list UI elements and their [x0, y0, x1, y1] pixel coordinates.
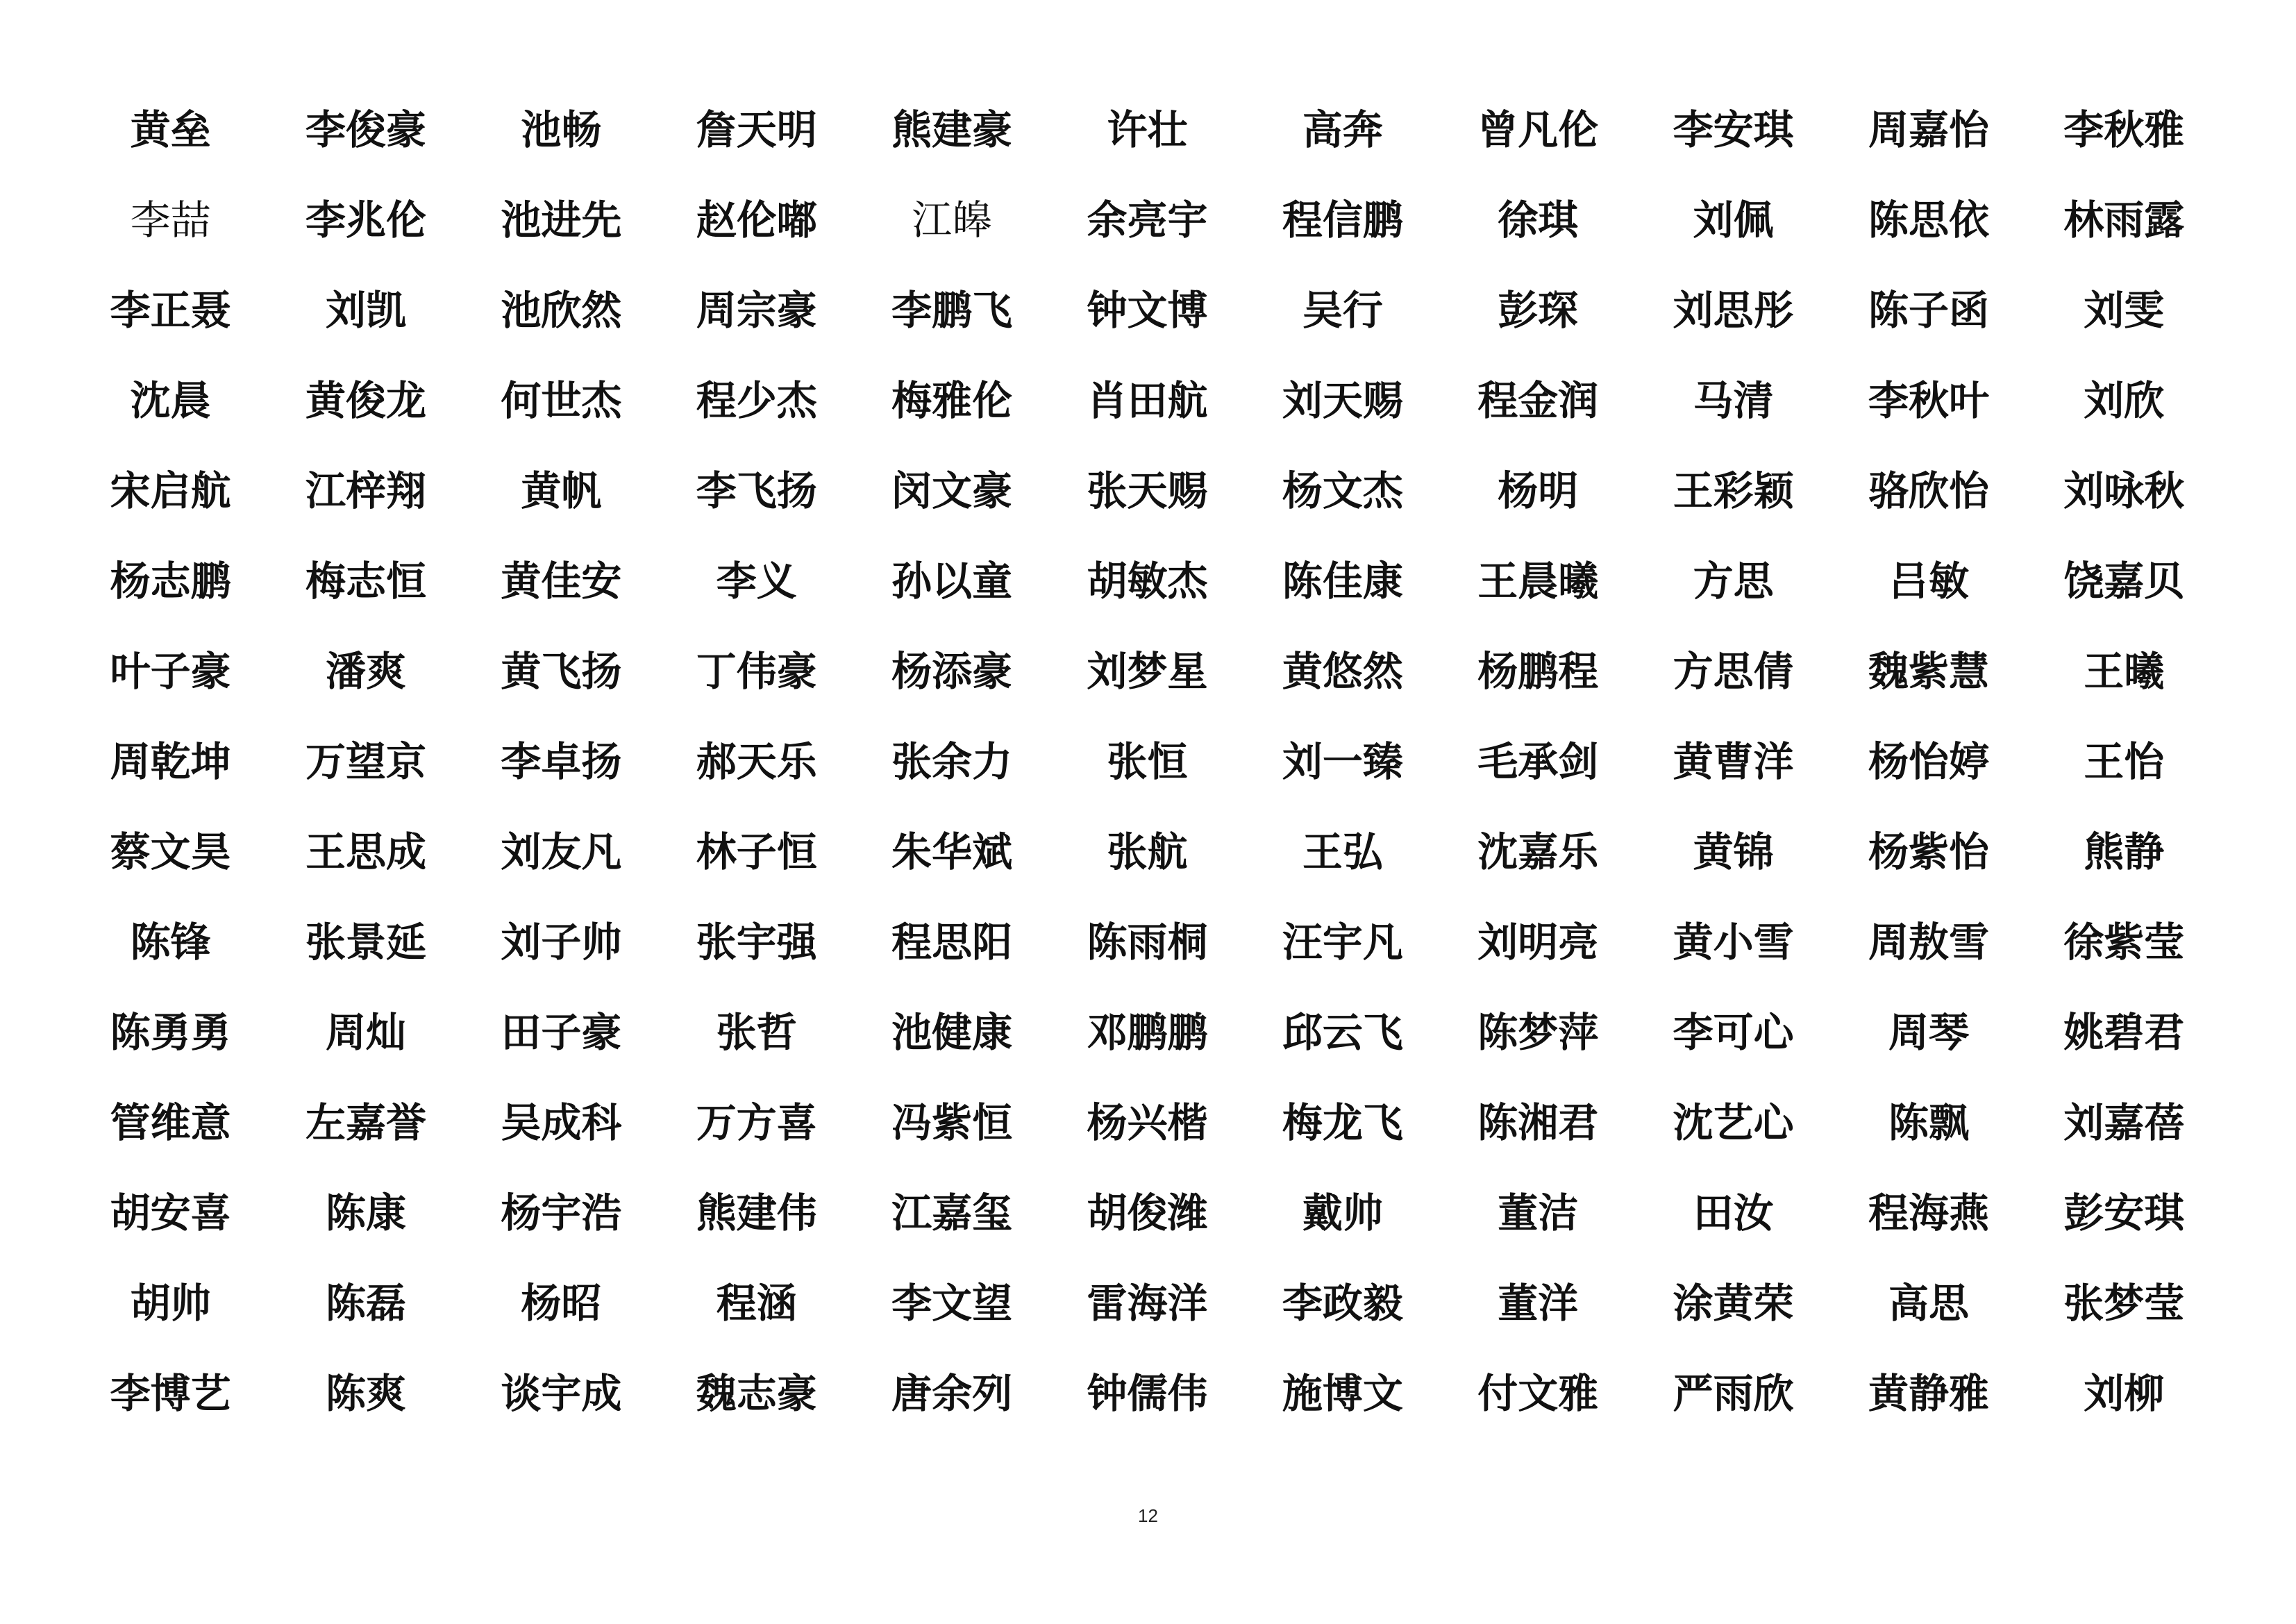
name-cell: 肖田航	[1087, 377, 1208, 424]
name-cell: 刘一臻	[1282, 738, 1403, 785]
name-cell: 梅龙飞	[1282, 1099, 1403, 1146]
name-cell: 张梦莹	[2063, 1280, 2185, 1327]
name-cell: 李正聂	[110, 287, 231, 334]
name-cell: 梅志恒	[305, 558, 427, 605]
name-cell: 陈锋	[130, 919, 211, 966]
name-cell: 刘天赐	[1282, 377, 1403, 424]
name-cell: 方思倩	[1673, 648, 1794, 695]
name-cell: 林子恒	[696, 828, 817, 876]
name-cell: 姚碧君	[2063, 1009, 2185, 1056]
name-cell: 周敖雪	[1868, 919, 1989, 966]
name-cell: 潘爽	[326, 648, 407, 695]
name-cell: 邱云飞	[1282, 1009, 1403, 1056]
name-cell: 董洁	[1498, 1189, 1579, 1237]
name-cell: 熊静	[2084, 828, 2165, 876]
name-cell: 池进先	[501, 196, 622, 244]
name-cell: 池欣然	[501, 287, 622, 334]
name-cell: 许壮	[1107, 106, 1188, 153]
name-cell: 张宇强	[696, 919, 817, 966]
name-cell: 刘嘉蓓	[2063, 1099, 2185, 1146]
name-cell: 王怡	[2084, 738, 2165, 785]
name-cell: 胡安喜	[110, 1189, 231, 1237]
name-cell: 刘梦星	[1087, 648, 1208, 695]
name-cell: 李文望	[891, 1280, 1013, 1327]
name-cell: 雷海洋	[1087, 1280, 1208, 1327]
name-cell: 池畅	[521, 106, 602, 153]
name-cell: 张航	[1107, 828, 1188, 876]
name-cell: 李俊豪	[305, 106, 427, 153]
name-cell: 池健康	[891, 1009, 1013, 1056]
name-cell: 刘友凡	[501, 828, 622, 876]
name-cell: 陈康	[326, 1189, 407, 1237]
name-cell: 钟儒伟	[1087, 1370, 1208, 1417]
name-cell: 林雨露	[2063, 196, 2185, 244]
name-cell: 熊建伟	[696, 1189, 817, 1237]
name-cell: 彭琛	[1498, 287, 1579, 334]
name-cell: 沈嘉乐	[1477, 828, 1599, 876]
name-cell: 梅雅伦	[891, 377, 1013, 424]
name-cell: 江皞	[912, 196, 993, 244]
name-cell: 程思阳	[891, 919, 1013, 966]
name-cell: 杨昭	[521, 1280, 602, 1327]
name-cell: 陈爽	[326, 1370, 407, 1417]
name-cell: 王曦	[2084, 648, 2165, 695]
name-cell: 王彩颖	[1673, 467, 1794, 514]
page-number: 12	[1138, 1505, 1158, 1526]
name-cell: 张天赐	[1087, 467, 1208, 514]
name-cell: 陈思依	[1868, 196, 1989, 244]
name-cell: 李义	[716, 558, 797, 605]
name-cell: 杨文杰	[1282, 467, 1403, 514]
name-cell: 管维意	[110, 1099, 231, 1146]
name-cell: 赵伦嘟	[696, 196, 817, 244]
name-cell: 施博文	[1282, 1370, 1403, 1417]
name-cell: 李喆	[130, 196, 211, 244]
name-cell: 余亮宇	[1087, 196, 1208, 244]
name-cell: 高奔	[1302, 106, 1383, 153]
name-cell: 魏紫慧	[1868, 648, 1989, 695]
name-cell: 张景延	[305, 919, 427, 966]
name-cell: 杨怡婷	[1868, 738, 1989, 785]
name-cell: 彭安琪	[2063, 1189, 2185, 1237]
name-cell: 刘雯	[2084, 287, 2165, 334]
name-cell: 王晨曦	[1477, 558, 1599, 605]
name-cell: 黄垒	[130, 106, 211, 153]
name-cell: 蔡文昊	[110, 828, 231, 876]
name-cell: 邓鹏鹏	[1087, 1009, 1208, 1056]
name-cell: 陈湘君	[1477, 1099, 1599, 1146]
name-cell: 李可心	[1673, 1009, 1794, 1056]
name-cell: 骆欣怡	[1868, 467, 1989, 514]
name-cell: 江嘉玺	[891, 1189, 1013, 1237]
name-cell: 黄悠然	[1282, 648, 1403, 695]
name-cell: 张余力	[891, 738, 1013, 785]
name-cell: 谈宇成	[501, 1370, 622, 1417]
name-cell: 李政毅	[1282, 1280, 1403, 1327]
name-cell: 宋启航	[110, 467, 231, 514]
name-cell: 田汝	[1693, 1189, 1774, 1237]
name-cell: 万方喜	[696, 1099, 817, 1146]
name-cell: 刘咏秋	[2063, 467, 2185, 514]
name-cell: 朱华斌	[891, 828, 1013, 876]
name-cell: 程金润	[1477, 377, 1599, 424]
name-cell: 程信鹏	[1282, 196, 1403, 244]
name-cell: 吕敏	[1888, 558, 1969, 605]
name-cell: 胡敏杰	[1087, 558, 1208, 605]
name-cell: 曾凡伦	[1477, 106, 1599, 153]
name-cell: 吴成科	[501, 1099, 622, 1146]
name-cell: 李兆伦	[305, 196, 427, 244]
name-cell: 钟文博	[1087, 287, 1208, 334]
name-cell: 陈飘	[1888, 1099, 1969, 1146]
name-cell: 毛承剑	[1477, 738, 1599, 785]
name-cell: 杨兴楷	[1087, 1099, 1208, 1146]
name-cell: 程涵	[716, 1280, 797, 1327]
name-cell: 程少杰	[696, 377, 817, 424]
name-cell: 黄锦	[1693, 828, 1774, 876]
name-cell: 孙以童	[891, 558, 1013, 605]
name-cell: 詹天明	[696, 106, 817, 153]
name-cell: 严雨欣	[1673, 1370, 1794, 1417]
name-cell: 李秋雅	[2063, 106, 2185, 153]
name-cell: 张哲	[716, 1009, 797, 1056]
name-cell: 杨添豪	[891, 648, 1013, 695]
name-cell: 李飞扬	[696, 467, 817, 514]
name-cell: 杨鹏程	[1477, 648, 1599, 695]
name-cell: 董洋	[1498, 1280, 1579, 1327]
name-cell: 杨志鹏	[110, 558, 231, 605]
name-cell: 徐紫莹	[2063, 919, 2185, 966]
name-cell: 王弘	[1302, 828, 1383, 876]
name-cell: 沈艺心	[1673, 1099, 1794, 1146]
name-cell: 周宗豪	[696, 287, 817, 334]
name-cell: 杨紫怡	[1868, 828, 1989, 876]
name-cell: 郝天乐	[696, 738, 817, 785]
name-cell: 刘欣	[2084, 377, 2165, 424]
name-cell: 魏志豪	[696, 1370, 817, 1417]
name-cell: 刘柳	[2084, 1370, 2165, 1417]
name-cell: 涂黄荣	[1673, 1280, 1794, 1327]
name-cell: 刘子帅	[501, 919, 622, 966]
name-cell: 唐余列	[891, 1370, 1013, 1417]
name-grid	[73, 85, 2222, 1439]
name-cell: 汪宇凡	[1282, 919, 1403, 966]
name-cell: 何世杰	[501, 377, 622, 424]
name-cell: 黄小雪	[1673, 919, 1794, 966]
name-cell: 李安琪	[1673, 106, 1794, 153]
name-cell: 杨宇浩	[501, 1189, 622, 1237]
name-cell: 刘思彤	[1673, 287, 1794, 334]
name-cell: 刘佩	[1693, 196, 1774, 244]
name-cell: 李博艺	[110, 1370, 231, 1417]
name-cell: 张恒	[1107, 738, 1188, 785]
name-cell: 徐琪	[1498, 196, 1579, 244]
name-cell: 左嘉誉	[305, 1099, 427, 1146]
name-cell: 程海燕	[1868, 1189, 1989, 1237]
name-cell: 熊建豪	[891, 106, 1013, 153]
name-cell: 周灿	[326, 1009, 407, 1056]
name-cell: 黄飞扬	[501, 648, 622, 695]
name-cell: 黄曹洋	[1673, 738, 1794, 785]
name-cell: 黄俊龙	[305, 377, 427, 424]
name-cell: 饶嘉贝	[2063, 558, 2185, 605]
name-cell: 黄帆	[521, 467, 602, 514]
name-cell: 陈子函	[1868, 287, 1989, 334]
name-cell: 吴行	[1302, 287, 1383, 334]
name-cell: 丁伟豪	[696, 648, 817, 695]
name-cell: 陈勇勇	[110, 1009, 231, 1056]
name-cell: 李卓扬	[501, 738, 622, 785]
name-cell: 马清	[1693, 377, 1774, 424]
name-cell: 胡俊潍	[1087, 1189, 1208, 1237]
name-cell: 周琴	[1888, 1009, 1969, 1056]
name-cell: 陈佳康	[1282, 558, 1403, 605]
name-cell: 戴帅	[1302, 1189, 1383, 1237]
name-cell: 陈磊	[326, 1280, 407, 1327]
name-cell: 冯紫恒	[891, 1099, 1013, 1146]
name-cell: 黄静雅	[1868, 1370, 1989, 1417]
name-cell: 王思成	[305, 828, 427, 876]
name-cell: 高思	[1888, 1280, 1969, 1327]
name-cell: 方思	[1693, 558, 1774, 605]
name-cell: 李秋叶	[1868, 377, 1989, 424]
name-cell: 刘凯	[326, 287, 407, 334]
name-cell: 周乾坤	[110, 738, 231, 785]
name-cell: 叶子豪	[110, 648, 231, 695]
name-cell: 李鹏飞	[891, 287, 1013, 334]
name-cell: 黄佳安	[501, 558, 622, 605]
name-cell: 胡帅	[130, 1280, 211, 1327]
name-cell: 田子豪	[501, 1009, 622, 1056]
name-cell: 周嘉怡	[1868, 106, 1989, 153]
name-cell: 陈雨桐	[1087, 919, 1208, 966]
name-cell: 沈晨	[130, 377, 211, 424]
name-cell: 闵文豪	[891, 467, 1013, 514]
name-cell: 杨明	[1498, 467, 1579, 514]
name-cell: 付文雅	[1477, 1370, 1599, 1417]
name-cell: 江梓翔	[305, 467, 427, 514]
name-cell: 刘明亮	[1477, 919, 1599, 966]
name-cell: 陈梦萍	[1477, 1009, 1599, 1056]
name-cell: 万望京	[305, 738, 427, 785]
